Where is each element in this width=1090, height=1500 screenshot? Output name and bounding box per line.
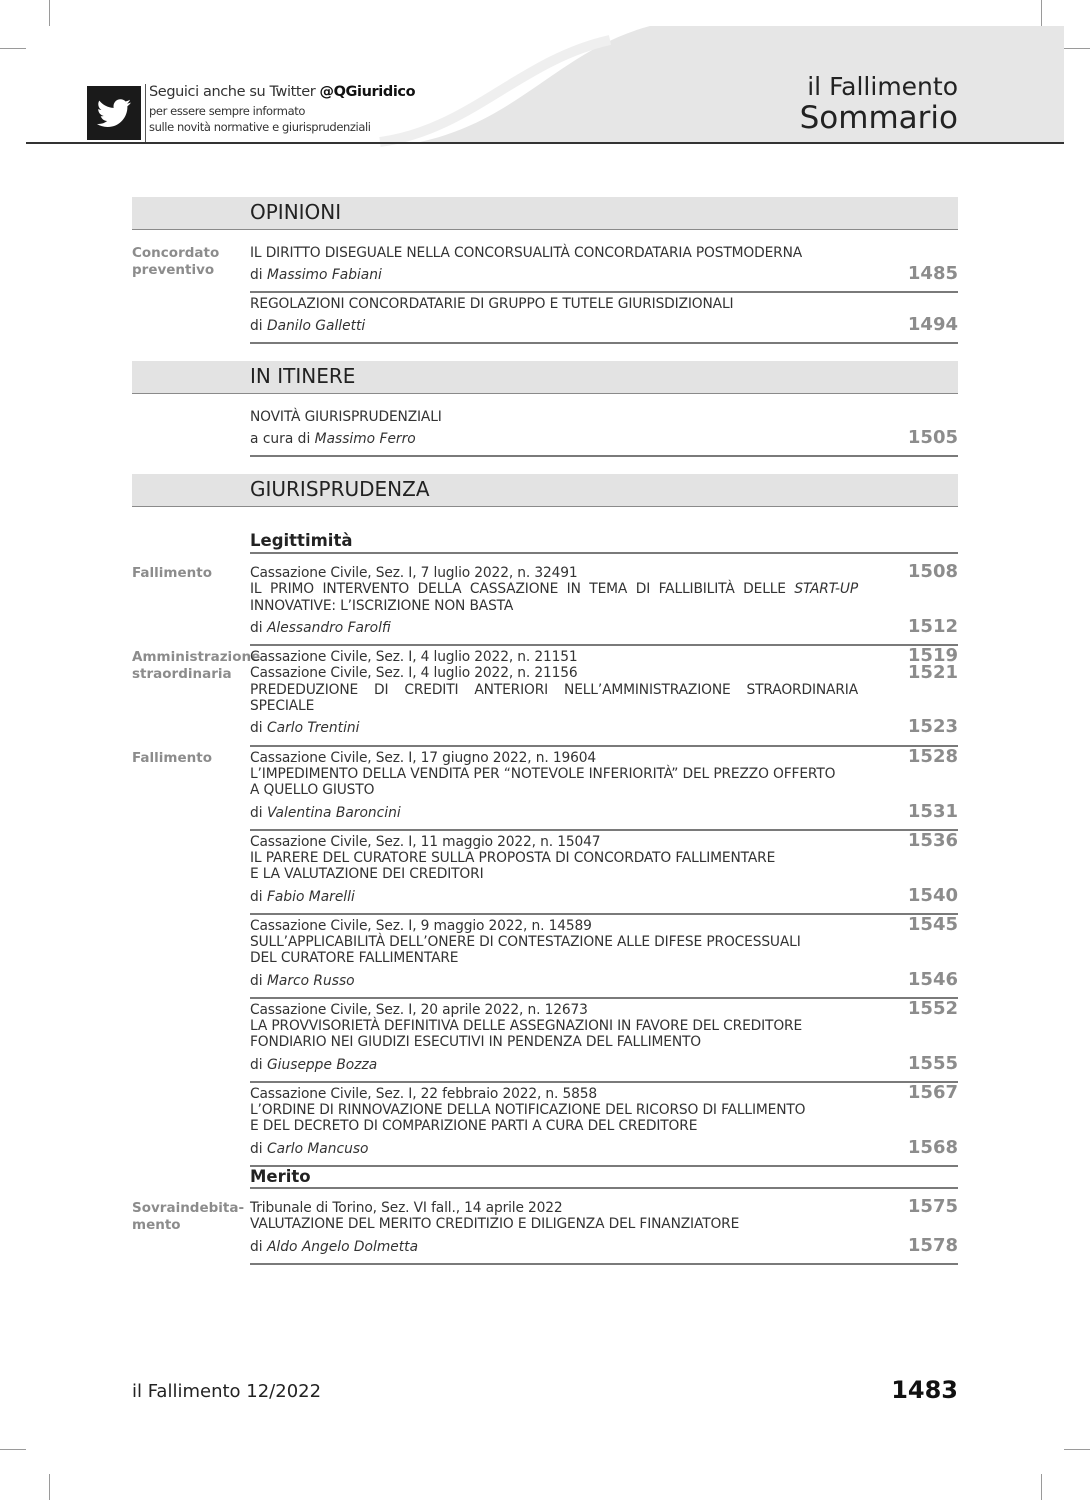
category-label: Concordato preventivo	[132, 245, 220, 278]
toc-entry-title-continued[interactable]: INNOVATIVE: L’ISCRIZIONE NON BASTA	[250, 598, 514, 614]
entry-divider	[250, 1165, 958, 1167]
section-bar-giurisprudenza	[132, 474, 958, 507]
entry-divider	[250, 342, 958, 344]
case-citation[interactable]: Cassazione Civile, Sez. I, 4 luglio 2022, n. 21156	[250, 665, 578, 681]
entry-divider	[250, 997, 958, 999]
section-bar-opinioni	[132, 197, 958, 230]
entry-divider	[250, 455, 958, 457]
twitter-promo-subline: per essere sempre informato	[149, 104, 305, 118]
page-number[interactable]: 1567	[907, 1082, 958, 1103]
page-number[interactable]: 1521	[907, 662, 958, 683]
toc-entry-author: di Carlo Trentini	[250, 720, 360, 736]
toc-entry-author: di Massimo Fabiani	[250, 267, 382, 283]
crop-mark	[49, 1474, 50, 1500]
entry-divider	[250, 745, 958, 747]
case-citation[interactable]: Cassazione Civile, Sez. I, 11 maggio 2022, n. 15047	[250, 834, 601, 850]
toc-entry-author: di Fabio Marelli	[250, 889, 355, 905]
page-title: Sommario	[799, 100, 958, 136]
toc-entry-author: di Danilo Galletti	[250, 318, 366, 334]
page-number[interactable]: 1568	[907, 1137, 958, 1158]
toc-entry-author: a cura di Massimo Ferro	[250, 431, 416, 447]
section-bar-in-itinere	[132, 361, 958, 394]
toc-entry-title-continued[interactable]: A QUELLO GIUSTO	[250, 782, 375, 798]
page-number[interactable]: 1545	[907, 914, 958, 935]
toc-entry-title[interactable]: IL DIRITTO DISEGUALE NELLA CONCORSUALITÀ CONCORDATARIA POSTMODERNA	[250, 245, 803, 261]
magazine-title: il Fallimento	[807, 72, 958, 101]
page-number[interactable]: 1546	[907, 969, 958, 990]
subsection-heading-merito: Merito	[250, 1167, 311, 1186]
twitter-icon[interactable]	[87, 86, 141, 140]
toc-entry-title[interactable]: NOVITÀ GIURISPRUDENZIALI	[250, 409, 442, 425]
toc-entry-author: di Aldo Angelo Dolmetta	[250, 1239, 419, 1255]
page-number[interactable]: 1540	[907, 885, 958, 906]
toc-entry-title[interactable]: L’ORDINE DI RINNOVAZIONE DELLA NOTIFICAZIONE DEL RICORSO DI FALLIMENTO	[250, 1102, 806, 1118]
toc-entry-author: di Alessandro Farolfi	[250, 620, 391, 636]
entry-divider	[250, 644, 958, 646]
footer-page-number: 1483	[891, 1376, 958, 1404]
section-heading: GIURISPRUDENZA	[250, 477, 430, 501]
subsection-heading-legittimita: Legittimità	[250, 531, 353, 550]
toc-entry-author: di Valentina Baroncini	[250, 805, 401, 821]
page-number[interactable]: 1575	[907, 1196, 958, 1217]
page-number[interactable]: 1505	[907, 427, 958, 448]
crop-mark	[0, 1449, 26, 1450]
toc-entry-title-continued[interactable]: SPECIALE	[250, 698, 315, 714]
page-number[interactable]: 1531	[907, 801, 958, 822]
toc-entry-title[interactable]: REGOLAZIONI CONCORDATARIE DI GRUPPO E TUTELE GIURISDIZIONALI	[250, 296, 734, 312]
page-number[interactable]: 1552	[907, 998, 958, 1019]
entry-divider	[250, 1081, 958, 1083]
page-number[interactable]: 1536	[907, 830, 958, 851]
entry-divider	[250, 1263, 958, 1265]
toc-entry-author: di Carlo Mancuso	[250, 1141, 369, 1157]
twitter-divider	[145, 84, 146, 142]
page-number[interactable]: 1508	[907, 561, 958, 582]
toc-entry-author: di Giuseppe Bozza	[250, 1057, 378, 1073]
section-heading: OPINIONI	[250, 200, 342, 224]
page-number[interactable]: 1519	[907, 645, 958, 666]
section-heading: IN ITINERE	[250, 364, 356, 388]
entry-divider	[250, 829, 958, 831]
subsection-rule	[250, 1187, 958, 1189]
toc-entry-title[interactable]: VALUTAZIONE DEL MERITO CREDITIZIO E DILIGENZA DEL FINANZIATORE	[250, 1216, 740, 1232]
entry-divider	[250, 913, 958, 915]
twitter-promo-line: Seguici anche su Twitter @QGiuridico	[149, 84, 416, 100]
case-citation[interactable]: Cassazione Civile, Sez. I, 22 febbraio 2022, n. 5858	[250, 1086, 598, 1102]
crop-mark	[1041, 1474, 1042, 1500]
footer-journal-issue: il Fallimento 12/2022	[132, 1381, 322, 1402]
page-number[interactable]: 1494	[907, 314, 958, 335]
case-citation[interactable]: Cassazione Civile, Sez. I, 17 giugno 2022, n. 19604	[250, 750, 596, 766]
case-citation[interactable]: Cassazione Civile, Sez. I, 4 luglio 2022, n. 21151	[250, 649, 578, 665]
category-label: Amministrazione straordinaria	[132, 649, 261, 682]
subsection-rule	[250, 552, 958, 554]
toc-entry-title[interactable]: PREDEDUZIONE DI CREDITI ANTERIORI NELL’AMMINISTRAZIONE STRAORDINARIA	[250, 682, 858, 698]
page-number[interactable]: 1512	[907, 616, 958, 637]
toc-entry-title-continued[interactable]: FONDIARIO NEI GIUDIZI ESECUTIVI IN PENDENZA DEL FALLIMENTO	[250, 1034, 701, 1050]
category-label: Fallimento	[132, 565, 212, 581]
toc-entry-title-continued[interactable]: E DEL DECRETO DI COMPARIZIONE PARTI A CURA DEL CREDITORE	[250, 1118, 698, 1134]
category-label: Sovraindebita- mento	[132, 1200, 245, 1233]
header-rule	[26, 142, 1064, 144]
twitter-promo-subline: sulle novità normative e giurisprudenziali	[149, 120, 371, 134]
entry-divider	[250, 291, 958, 293]
toc-entry-title[interactable]: SULL’APPLICABILITÀ DELL’ONERE DI CONTESTAZIONE ALLE DIFESE PROCESSUALI	[250, 934, 801, 950]
category-label: Fallimento	[132, 750, 212, 766]
page-number[interactable]: 1555	[907, 1053, 958, 1074]
page-number[interactable]: 1578	[907, 1235, 958, 1256]
case-citation[interactable]: Cassazione Civile, Sez. I, 20 aprile 2022, n. 12673	[250, 1002, 588, 1018]
toc-entry-title-continued[interactable]: DEL CURATORE FALLIMENTARE	[250, 950, 459, 966]
toc-entry-author: di Marco Russo	[250, 973, 355, 989]
toc-entry-title[interactable]: LA PROVVISORIETÀ DEFINITIVA DELLE ASSEGNAZIONI IN FAVORE DEL CREDITORE	[250, 1018, 803, 1034]
case-citation[interactable]: Cassazione Civile, Sez. I, 7 luglio 2022, n. 32491	[250, 565, 578, 581]
page-number[interactable]: 1528	[907, 746, 958, 767]
crop-mark	[1064, 1449, 1090, 1450]
twitter-handle[interactable]: @QGiuridico	[319, 84, 416, 100]
toc-entry-title-continued[interactable]: E LA VALUTAZIONE DEI CREDITORI	[250, 866, 484, 882]
page-number[interactable]: 1523	[907, 716, 958, 737]
case-citation[interactable]: Tribunale di Torino, Sez. VI fall., 14 aprile 2022	[250, 1200, 563, 1216]
toc-entry-title[interactable]: IL PARERE DEL CURATORE SULLA PROPOSTA DI CONCORDATO FALLIMENTARE	[250, 850, 776, 866]
case-citation[interactable]: Cassazione Civile, Sez. I, 9 maggio 2022, n. 14589	[250, 918, 592, 934]
page-number[interactable]: 1485	[907, 263, 958, 284]
toc-entry-title[interactable]: IL PRIMO INTERVENTO DELLA CASSAZIONE IN TEMA DI FALLIBILITÀ DELLE START-UP	[250, 581, 858, 597]
toc-entry-title[interactable]: L’IMPEDIMENTO DELLA VENDITA PER “NOTEVOLE INFERIORITÀ” DEL PREZZO OFFERTO	[250, 766, 836, 782]
